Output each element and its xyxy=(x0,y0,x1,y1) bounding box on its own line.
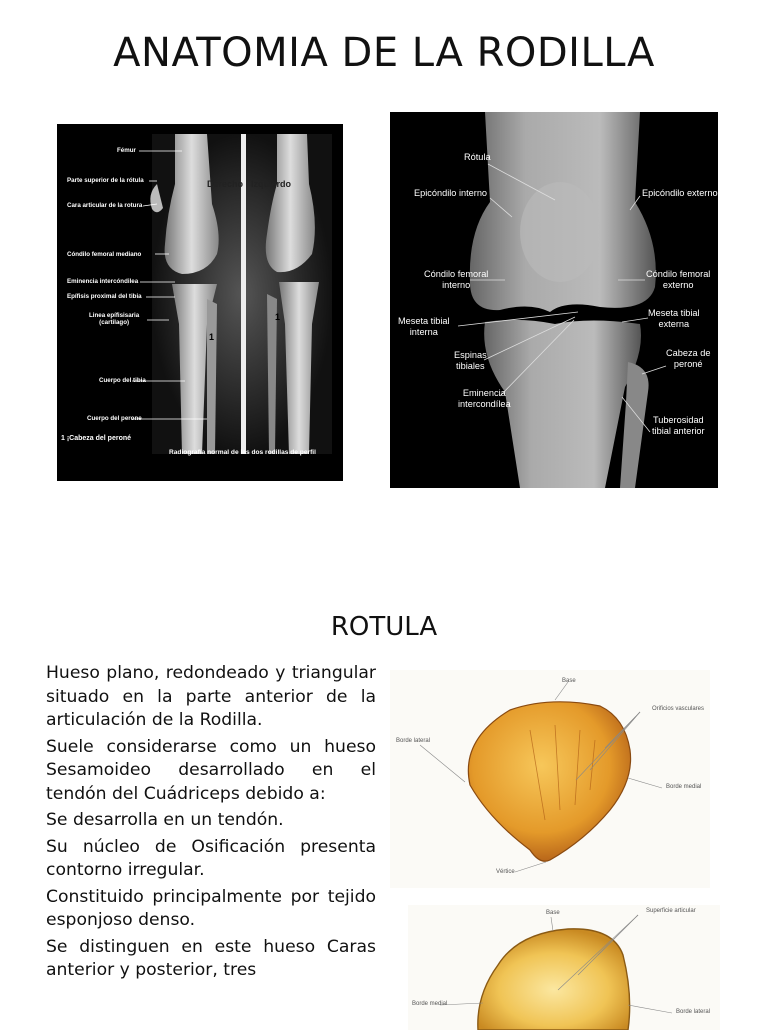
label-mark-1b: 1 xyxy=(275,312,281,322)
paragraph-1: Hueso plano, redondeado y triangular situado en la parte anterior de la articulación de la Rodilla. xyxy=(46,663,376,730)
label-epifisis: Epífisis proximal del tibia xyxy=(67,293,142,300)
ap-label-epicondilo-interno: Epicóndilo interno xyxy=(414,188,488,198)
ap-label-cabeza-1: Cabeza de xyxy=(666,348,711,358)
ap-label-eminencia xyxy=(458,388,511,409)
ap-label-cabeza-perone xyxy=(666,348,710,369)
label-cuerpo-perone: Cuerpo del perone xyxy=(87,415,142,422)
ap-label-rotula: Rótula xyxy=(464,152,491,162)
paragraph-3: Se desarrolla en un tendón. xyxy=(46,810,284,830)
ap-label-meseta-interna-2: interna xyxy=(409,326,438,337)
label-izquierdo: Izquierdo xyxy=(251,179,291,189)
back-label-borde-medial: Borde medial xyxy=(412,1001,448,1007)
ap-label-condilo-externo-1: Cóndilo femoral xyxy=(646,269,711,279)
ap-label-meseta-interna xyxy=(398,316,450,337)
label-mark-1a: 1 xyxy=(209,332,215,342)
xray-ap-image xyxy=(390,112,718,488)
label-linea-epifisaria xyxy=(89,312,139,326)
front-label-borde-medial: Borde medial xyxy=(666,784,702,790)
ap-label-condilo-externo-2: externo xyxy=(662,279,694,290)
ap-label-meseta-interna-1: Meseta tibial xyxy=(398,316,450,326)
section-heading-rotula: ROTULA xyxy=(330,612,438,642)
ap-label-epicondilo-externo: Epicóndilo externo xyxy=(642,188,718,198)
ap-label-condilo-externo xyxy=(646,269,710,290)
ap-label-meseta-externa-1: Meseta tibial xyxy=(648,308,700,318)
label-derecho: Derecho xyxy=(207,179,244,189)
label-linea-2: (cartilago) xyxy=(99,319,130,327)
front-label-orificios: Orificios vasculares xyxy=(652,706,705,712)
rotula-posterior-graphic xyxy=(408,905,720,1030)
xray-lateral-caption: Radiografía normal de las dos rodillas de perfil xyxy=(169,449,316,456)
front-label-borde-lateral: Borde lateral xyxy=(396,738,431,744)
ap-label-tuber-1: Tuberosidad xyxy=(652,415,704,425)
ap-label-condilo-interno-2: interno xyxy=(442,279,471,290)
ap-label-condilo-interno-1: Cóndilo femoral xyxy=(424,269,489,279)
ap-label-cabeza-2: peroné xyxy=(673,358,703,369)
ap-label-eminencia-2: intercondílea xyxy=(458,398,511,409)
ap-label-espinas-2: tibiales xyxy=(456,360,485,371)
rotula-description xyxy=(46,662,376,986)
front-label-base: Base xyxy=(562,678,576,684)
page-title: ANATOMIA DE LA RODILLA xyxy=(113,30,655,76)
label-parte-superior-rotula: Parte superior de la rótula xyxy=(67,177,144,184)
ap-label-condilo-interno xyxy=(424,269,488,290)
ap-label-espinas xyxy=(454,350,487,371)
ap-label-tuber-2: tibial anterior xyxy=(652,425,705,436)
label-condilo-femoral: Cóndilo femoral mediano xyxy=(67,251,142,258)
paragraph-6: Se distinguen en este hueso Caras anterior y posterior, tres xyxy=(46,936,376,980)
label-cuerpo-tibia: Cuerpo del tibia xyxy=(99,377,146,384)
rotula-anterior-graphic xyxy=(390,670,710,888)
ap-label-meseta-externa-2: externa xyxy=(658,318,690,329)
ap-label-tuberosidad xyxy=(652,415,705,436)
back-label-borde-lateral: Borde lateral xyxy=(676,1009,711,1015)
label-femur: Fémur xyxy=(117,147,136,154)
paragraph-5: Constituido principalmente por tejido esponjoso denso. xyxy=(46,886,376,930)
label-cara-articular: Cara articular de la rotura xyxy=(67,202,143,209)
label-cabeza-perone: 1 ¡Cabeza del peroné xyxy=(61,435,132,442)
ap-label-eminencia-1: Eminencia xyxy=(462,388,506,398)
paragraph-2: Suele considerarse como un hueso Sesamoideo desarrollado en el tendón del Cuádriceps debido a: xyxy=(46,736,376,804)
rotula-anterior-illustration xyxy=(390,670,710,888)
back-label-superficie: Superficie articular xyxy=(646,908,696,914)
back-label-base: Base xyxy=(546,910,560,916)
ap-label-espinas-1: Espinas xyxy=(454,350,487,360)
xray-lateral-image xyxy=(57,124,343,481)
rotula-posterior-illustration xyxy=(408,905,720,1030)
paragraph-4: Su núcleo de Osificación presenta contorno irregular. xyxy=(46,836,376,880)
front-label-vertice: Vértice xyxy=(496,869,515,875)
label-eminencia: Eminencia intercóndilea xyxy=(67,278,139,285)
label-linea-1: Linea epífisisaria xyxy=(89,312,140,319)
ap-label-meseta-externa xyxy=(648,308,700,329)
